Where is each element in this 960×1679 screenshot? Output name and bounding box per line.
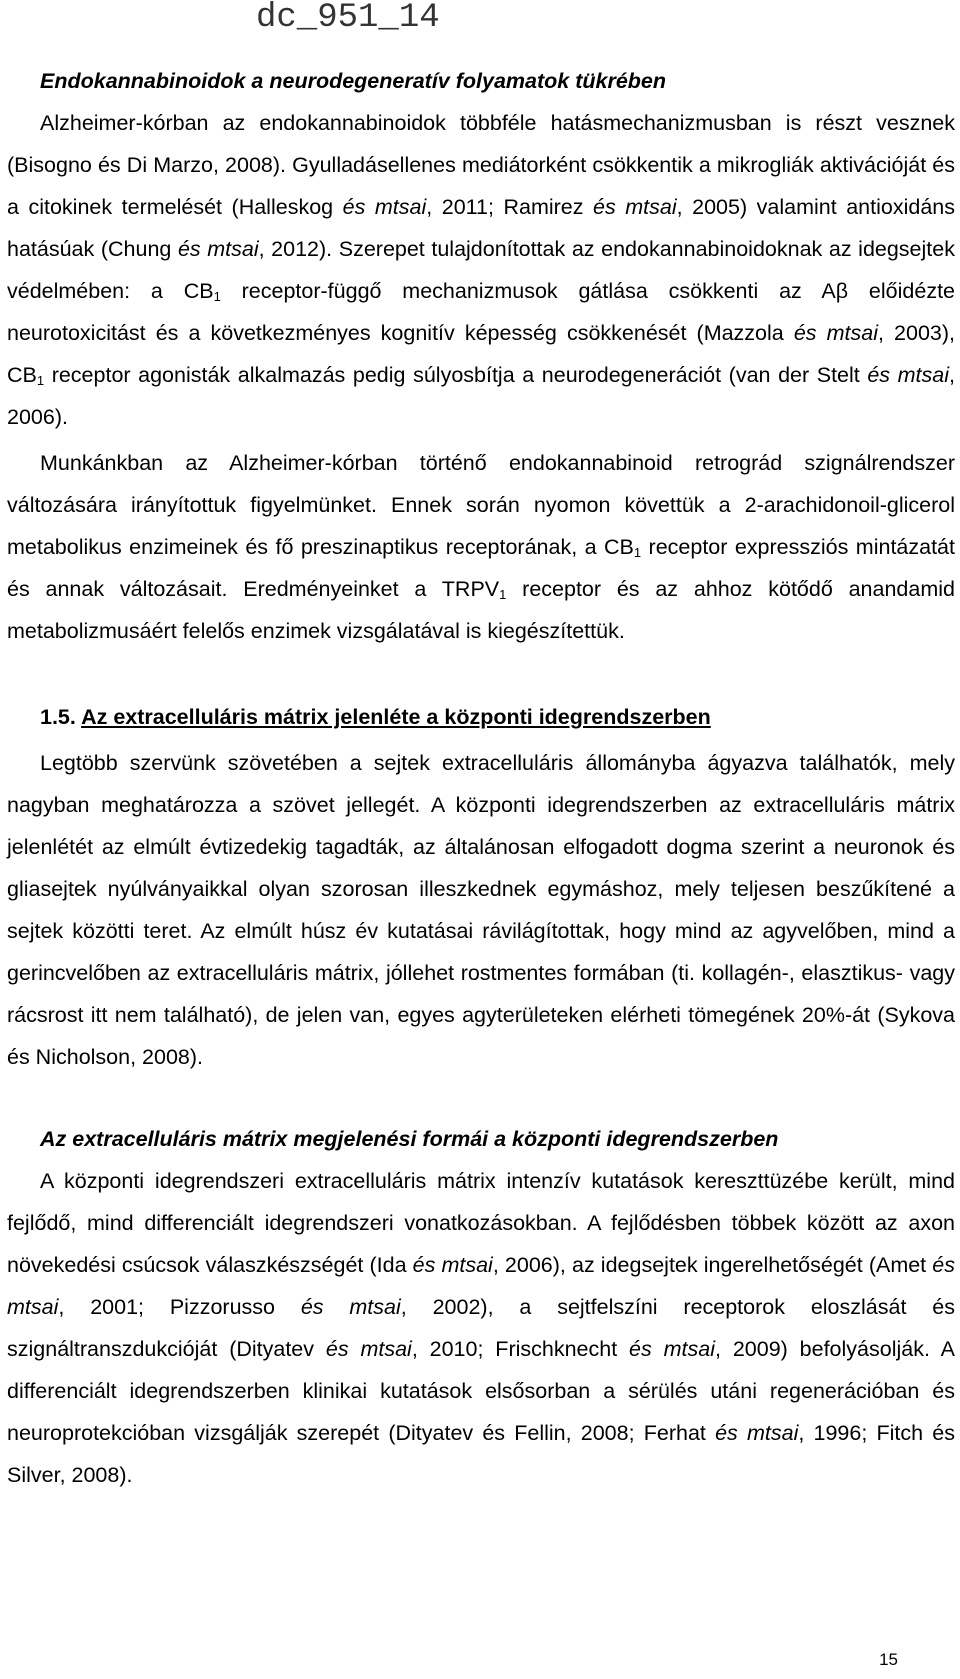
- text-run: , 2011; Ramirez: [426, 195, 594, 219]
- italic-citation: és mtsai: [867, 363, 950, 387]
- text-run: , 2002), a sejtfelszíni receptorok eloszlását és szignáltranszdukcióját (Dityatev: [7, 1295, 955, 1361]
- italic-citation: és mtsai: [793, 321, 878, 345]
- text-run: receptor és az ahhoz kötődő anandamid metabolizmusáért felelős enzimek vizsgálatával is kiegészítettük.: [7, 577, 955, 643]
- text-run: , 2010; Frischknecht: [411, 1337, 630, 1361]
- paragraph: [7, 102, 955, 438]
- text-run: , 2003), CB: [7, 321, 955, 387]
- text-run: , 1996; Fitch és Silver, 2008).: [7, 1421, 955, 1487]
- italic-citation: és mtsai: [325, 1337, 412, 1361]
- subsection-heading-endocannabinoids: Endokannabinoidok a neurodegeneratív folyamatok tükrében: [40, 69, 667, 93]
- subscript: 1: [633, 545, 642, 560]
- text-run: Munkánkban az Alzheimer-kórban történő endokannabinoid retrográd szignálrendszer változására irányítottuk figyelmünket. Ennek során nyomon követtük a 2-arachidonoil-glicerol metabolikus enzimeinek és fő preszinaptikus receptorának, a CB: [7, 451, 955, 559]
- text-run: , 2012). Szerepet tulajdonítottak az endokannabinoidoknak az idegsejtek védelmében: a CB: [7, 237, 955, 303]
- text-run: receptor-függő mechanizmusok gátlása csökkenti az Aβ előidézte neurotoxicitást és a következményes kognitív képesség csökkenését (Mazzola: [7, 279, 956, 345]
- italic-citation: és mtsai: [177, 237, 259, 261]
- page-body: [7, 60, 955, 1496]
- text-run: Legtöbb szervünk szövetében a sejtek extracelluláris állományba ágyazva találhatók, mely nagyban meghatározza a szövet jellegét. A központi idegrendszerben az extracelluláris mátrix jelenlétét az elmúlt évtizedekig tagadták, az általánosan elfogadott dogma szerint a neuronok és gliasejtek nyúlványaikkal olyan szorosan illeszkednek egymáshoz, mely teljesen beszűkítené a sejtek közötti teret. Az elmúlt húsz év kutatásai rávilágítottak, hogy mind az agyvelőben, mind a gerincvelőben az extracelluláris mátrix, jóllehet rostmentes formában (ti. kollagén-, elasztikus- vagy rácsrost itt nem található), de jelen van, egyes agyterületeken elérheti tömegének 20%-át (Sykova és Nicholson, 2008).: [7, 751, 955, 1069]
- text-run: receptor agonisták alkalmazás pedig súlyosbítja a neurodegenerációt (van der Stelt: [44, 363, 868, 387]
- section-title: Az extracelluláris mátrix jelenléte a központi idegrendszerben: [81, 705, 711, 729]
- italic-citation: és mtsai: [7, 1253, 955, 1319]
- text-run: A központi idegrendszeri extracelluláris mátrix intenzív kutatások kereszttüzébe került, mind fejlődő, mind differenciált idegrendszeri vonatkozásokban. A fejlődésben többek között az axon növekedési csúcsok válaszkészségét (Ida: [7, 1169, 955, 1277]
- text-run: receptor expressziós mintázatát és annak változásait. Eredményeinket a TRPV: [7, 535, 955, 601]
- italic-citation: és mtsai: [715, 1421, 799, 1445]
- page-number: 15: [879, 1650, 898, 1669]
- text-run: Alzheimer-kórban az endokannabinoidok többféle hatásmechanizmusban is részt vesznek (Bisogno és Di Marzo, 2008). Gyulladásellenes mediátorként csökkentik a mikrogliák aktivációját és a citokinek termelését (Halleskog: [7, 111, 955, 219]
- italic-citation: és mtsai: [629, 1337, 715, 1361]
- subscript: 1: [213, 289, 221, 304]
- text-run: , 2009) befolyásolják. A differenciált idegrendszerben klinikai kutatások elsősorban a sérülés utáni regenerációban és neuroprotekcióban vizsgálják szerepét (Dityatev és Fellin, 2008; Ferhat: [7, 1337, 955, 1445]
- text-run: , 2001; Pizzorusso: [58, 1295, 301, 1319]
- section-heading-ecm: [7, 696, 955, 738]
- text-run: , 2006), az idegsejtek ingerelhetőségét (Amet: [492, 1253, 933, 1277]
- document-id-header: dc_951_14: [256, 0, 440, 37]
- paragraph: [7, 442, 955, 652]
- paragraph: [7, 742, 955, 1078]
- subsection-heading-ecm-forms: Az extracelluláris mátrix megjelenési formái a központi idegrendszerben: [40, 1127, 779, 1151]
- paragraph: [7, 1160, 955, 1496]
- text-run: , 2005) valamint antioxidáns hatásúak (Chung: [7, 195, 955, 261]
- subscript: 1: [499, 587, 507, 602]
- text-run: , 2006).: [7, 363, 955, 429]
- italic-citation: és mtsai: [342, 195, 427, 219]
- subscript: 1: [36, 373, 45, 388]
- italic-citation: és mtsai: [300, 1295, 401, 1319]
- italic-citation: és mtsai: [593, 195, 677, 219]
- section-number: 1.5.: [40, 705, 76, 729]
- italic-citation: és mtsai: [412, 1253, 493, 1277]
